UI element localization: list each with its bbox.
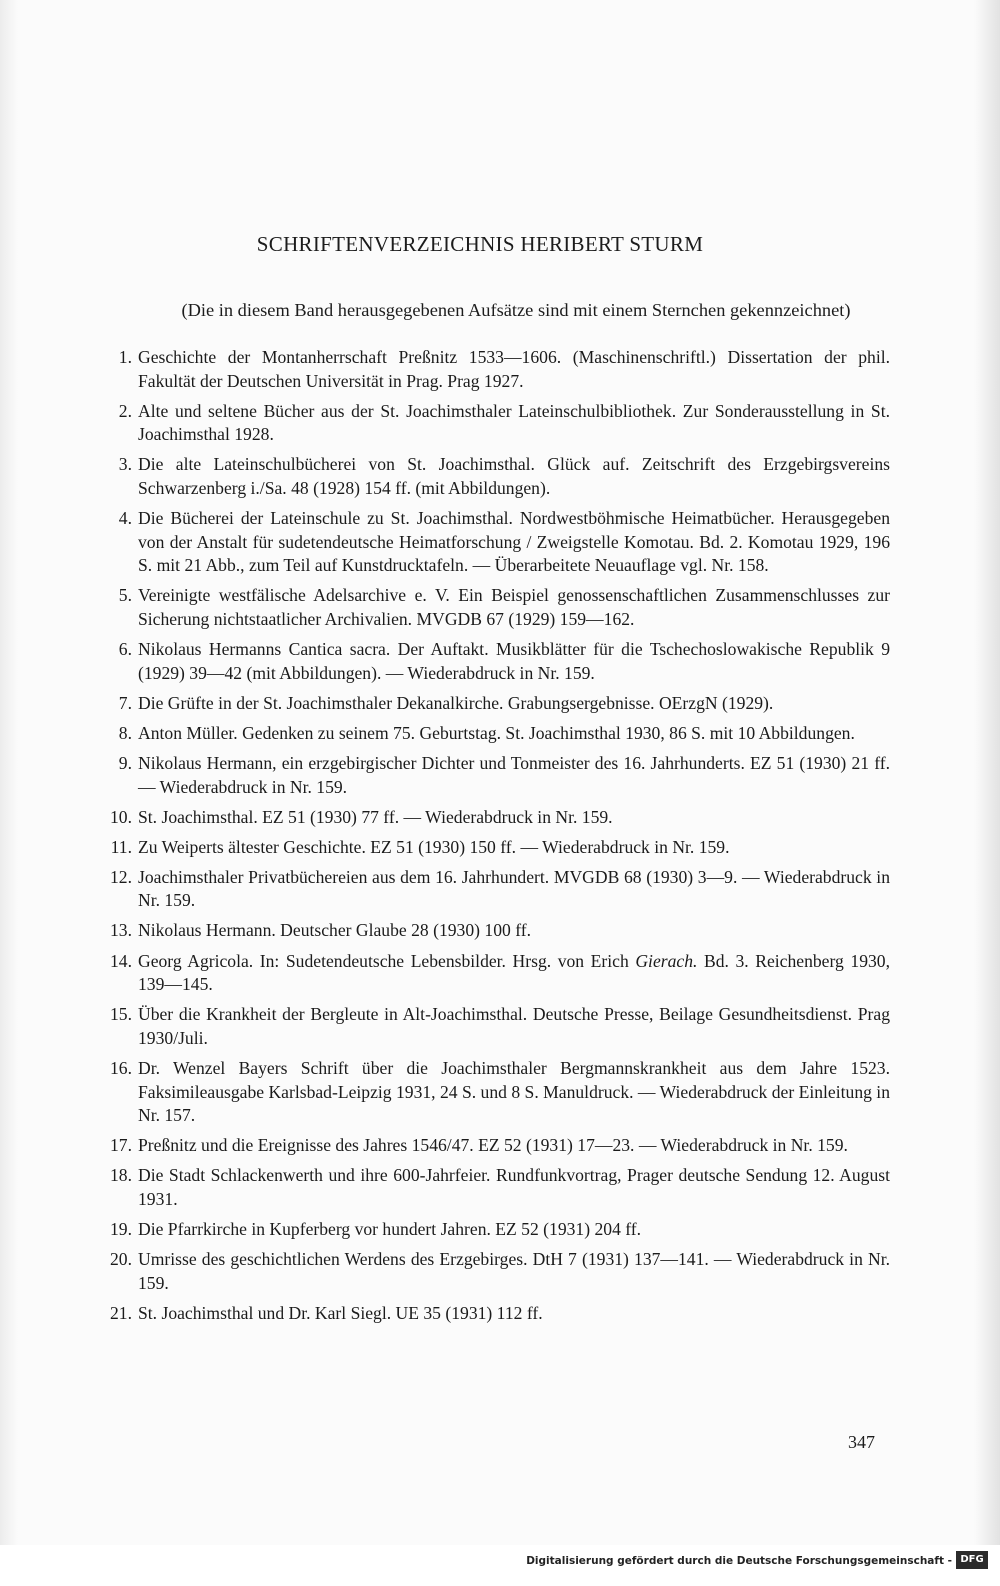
entry-text: Dr. Wenzel Bayers Schrift über die Joachimsthaler Bergmannskrankheit aus dem Jahre 1523. Faksimileausgabe Karlsbad-Leipzig 1931, 24 S. und 8 S. Manuldruck. — Wiederabdruck der Einleitung in Nr. 157. [138, 1057, 890, 1126]
list-item [98, 584, 890, 631]
entry-number: 7. [118, 692, 132, 713]
list-item [98, 638, 890, 685]
entry-number: 16. [110, 1057, 132, 1078]
entry-number: 17. [110, 1135, 132, 1156]
entry-text: Nikolaus Hermann. Deutscher Glaube 28 (1930) 100 ff. [138, 920, 531, 941]
entry-text: Joachimsthaler Privatbüchereien aus dem 16. Jahrhundert. MVGDB 68 (1930) 3—9. — Wiederabdruck in Nr. 159. [138, 866, 890, 911]
entry-text: Anton Müller. Gedenken zu seinem 75. Geburtstag. St. Joachimsthal 1930, 86 S. mit 10 Abbildungen. [138, 722, 855, 743]
entry-text-part: Bd. 3. Reichenberg 1930, 139—145. [138, 950, 890, 995]
list-item [98, 1164, 890, 1211]
list-item [98, 346, 890, 393]
entry-text: Nikolaus Hermanns Cantica sacra. Der Auftakt. Musikblätter für die Tschechoslowakische Republik 9 (1929) 39—42 (mit Abbildungen). — Wiederabdruck in Nr. 159. [138, 639, 890, 683]
entry-text: Zu Weiperts ältester Geschichte. EZ 51 (1930) 150 ff. — Wiederabdruck in Nr. 159. [138, 836, 730, 857]
list-item [98, 1248, 890, 1295]
entry-italic-name: Gierach. [635, 950, 698, 971]
entry-number: 11. [110, 836, 132, 857]
list-item [98, 866, 890, 913]
entry-number: 9. [118, 752, 132, 773]
entry-number: 12. [110, 866, 132, 887]
entry-number: 18. [110, 1165, 132, 1186]
entry-text: St. Joachimsthal und Dr. Karl Siegl. UE 35 (1931) 112 ff. [138, 1302, 543, 1323]
entry-text: Die Stadt Schlackenwerth und ihre 600-Jahrfeier. Rundfunkvortrag, Prager deutsche Sendung 12. August 1931. [138, 1165, 890, 1209]
list-item [98, 1218, 890, 1242]
page-edge-shadow [974, 0, 1000, 1545]
list-item [98, 919, 890, 943]
entry-text: Über die Krankheit der Bergleute in Alt-Joachimsthal. Deutsche Presse, Beilage Gesundheitsdienst. Prag 1930/Juli. [138, 1004, 890, 1048]
entry-text: Alte und seltene Bücher aus der St. Joachimsthaler Lateinschulbibliothek. Zur Sonderausstellung in St. Joachimsthal 1928. [138, 400, 890, 445]
entry-number: 3. [118, 454, 132, 475]
entry-text: Geschichte der Montanherrschaft Preßnitz 1533—1606. (Maschinenschriftl.) Dissertation der phil. Fakultät der Deutschen Universität in Prag. Prag 1927. [138, 347, 890, 391]
entry-text [138, 950, 890, 997]
funding-credit: Digitalisierung gefördert durch die Deutsche Forschungsgemeinschaft - [526, 1555, 952, 1567]
entry-number: 20. [110, 1249, 132, 1270]
entry-number: 10. [110, 806, 132, 827]
list-item [98, 1003, 890, 1050]
page-title: SCHRIFTENVERZEICHNIS HERIBERT STURM [256, 232, 704, 256]
entry-text: Die Bücherei der Lateinschule zu St. Joachimsthal. Nordwestböhmische Heimatbücher. Herausgegeben von der Anstalt für sudetendeutsche Heimatforschung / Zweigstelle Komotau. Bd. 2. Komotau 1929, 196 S. mit 21 Abb., zum Teil auf Kunstdrucktafeln. — Überarbeitete Neuauflage vgl. Nr. 158. [138, 508, 890, 576]
page-number: 347 [848, 1432, 875, 1452]
bibliography-list [98, 346, 890, 1332]
list-item [98, 752, 890, 799]
entry-number: 4. [118, 508, 132, 529]
entry-text: St. Joachimsthal. EZ 51 (1930) 77 ff. — Wiederabdruck in Nr. 159. [138, 806, 613, 827]
list-item [98, 1134, 890, 1158]
entry-number: 13. [110, 920, 132, 941]
entry-number: 5. [118, 585, 132, 606]
entry-number: 15. [110, 1004, 132, 1025]
entry-text: Die alte Lateinschulbücherei von St. Joachimsthal. Glück auf. Zeitschrift des Erzgebirgsvereins Schwarzenberg i./Sa. 48 (1928) 154 ff. (mit Abbildungen). [138, 454, 890, 498]
entry-text: Die Pfarrkirche in Kupferberg vor hundert Jahren. EZ 52 (1931) 204 ff. [138, 1219, 642, 1239]
entry-text-part: Georg Agricola. In: Sudetendeutsche Lebensbilder. Hrsg. von Erich [138, 950, 636, 971]
list-item [98, 507, 890, 578]
list-item [98, 692, 890, 716]
entry-number: 1. [118, 347, 132, 367]
dfg-logo-icon: DFG [956, 1551, 988, 1569]
entry-number: 2. [118, 400, 132, 421]
list-item [98, 950, 890, 997]
entry-number: 21. [110, 1302, 132, 1323]
entry-text: Vereinigte westfälische Adelsarchive e. V. Ein Beispiel genossenschaftlichen Zusammenschlusses zur Sicherung nichtstaatlicher Archivalien. MVGDB 67 (1929) 159—162. [138, 585, 890, 629]
page-subtitle: (Die in diesem Band herausgegebenen Aufsätze sind mit einem Sternchen gekennzeichnet) [181, 300, 851, 320]
entry-number: 6. [118, 639, 132, 660]
entry-number: 19. [110, 1219, 132, 1239]
list-item [98, 400, 890, 447]
entry-number: 8. [118, 722, 132, 743]
entry-text: Umrisse des geschichtlichen Werdens des Erzgebirges. DtH 7 (1931) 137—141. — Wiederabdruck in Nr. 159. [138, 1249, 890, 1293]
entry-text: Die Grüfte in der St. Joachimsthaler Dekanalkirche. Grabungsergebnisse. OErzgN (1929). [138, 692, 774, 713]
list-item [98, 1302, 890, 1326]
list-item [98, 806, 890, 830]
list-item [98, 1057, 890, 1128]
list-item [98, 836, 890, 860]
entry-text: Nikolaus Hermann, ein erzgebirgischer Dichter und Tonmeister des 16. Jahrhunderts. EZ 51 (1930) 21 ff. — Wiederabdruck in Nr. 159. [138, 752, 890, 797]
entry-number: 14. [110, 950, 132, 971]
list-item [98, 453, 890, 500]
list-item [98, 722, 890, 746]
entry-text: Preßnitz und die Ereignisse des Jahres 1546/47. EZ 52 (1931) 17—23. — Wiederabdruck in Nr. 159. [138, 1135, 848, 1156]
